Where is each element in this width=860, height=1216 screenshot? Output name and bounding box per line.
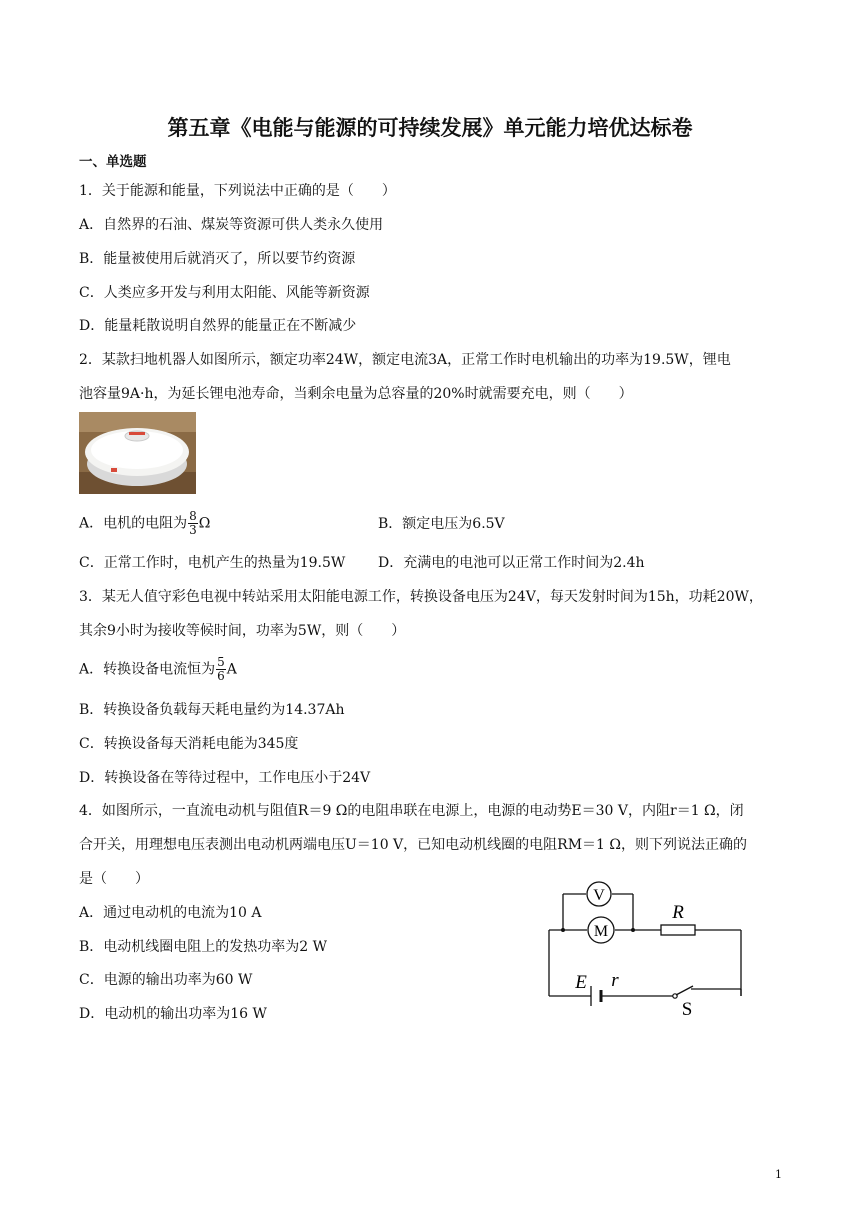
q3-option-a-prefix: A．转换设备电流恒为 bbox=[79, 661, 216, 678]
circuit-diagram bbox=[545, 878, 745, 1018]
emf-label: E bbox=[575, 972, 587, 993]
q2-option-a-fraction bbox=[188, 510, 198, 537]
resistor-label: R bbox=[672, 902, 684, 923]
q2-option-a-denominator: 3 bbox=[189, 523, 197, 537]
robot-vacuum-photo bbox=[79, 412, 196, 494]
q3-option-a-numerator: 5 bbox=[217, 655, 225, 669]
junction-dot-right bbox=[631, 928, 635, 932]
q2-stem-line1: 2．某款扫地机器人如图所示，额定功率24W，额定电流3A，正常工作时电机输出的功率为19.5W，锂电 bbox=[79, 352, 731, 368]
q2-stem-line2: 池容量9A·h，为延长锂电池寿命，当剩余电量为总容量的20%时就需要充电，则（ ） bbox=[79, 386, 633, 402]
page-title: 第五章《电能与能源的可持续发展》单元能力培优达标卷 bbox=[167, 116, 693, 140]
switch-label: S bbox=[681, 999, 693, 1018]
q1-stem: 1．关于能源和能量，下列说法中正确的是（ ） bbox=[79, 183, 396, 199]
q3-stem-line1: 3．某无人值守彩色电视中转站采用太阳能电源工作，转换设备电压为24V，每天发射时间为15h，功耗20W， bbox=[79, 589, 763, 605]
q1-option-d: D．能量耗散说明自然界的能量正在不断减少 bbox=[79, 318, 357, 334]
q1-option-a: A．自然界的石油、煤炭等资源可供人类永久使用 bbox=[79, 217, 384, 233]
q4-option-d: D．电动机的输出功率为16 W bbox=[79, 1006, 267, 1022]
q3-option-a-denominator: 6 bbox=[217, 669, 225, 683]
section-heading: 一、单选题 bbox=[79, 154, 147, 170]
resistor-symbol bbox=[661, 925, 695, 935]
q2-option-c: C．正常工作时，电机产生的热量为19.5W bbox=[79, 555, 346, 571]
page-number: 1 bbox=[775, 1168, 782, 1181]
q3-option-a-fraction bbox=[216, 656, 226, 683]
switch-lever bbox=[676, 986, 693, 995]
q2-option-a-prefix: A．电机的电阻为 bbox=[79, 515, 188, 532]
q2-option-d: D．充满电的电池可以正常工作时间为2.4h bbox=[378, 555, 645, 571]
junction-dot-left bbox=[561, 928, 565, 932]
q3-stem-line2: 其余9小时为接收等候时间，功率为5W，则（ ） bbox=[79, 623, 406, 639]
q1-option-b: B．能量被使用后就消灭了，所以要节约资源 bbox=[79, 251, 356, 267]
q3-option-a-unit: A bbox=[226, 661, 237, 678]
q4-stem-line3: 是（ ） bbox=[79, 871, 149, 887]
q4-option-c: C．电源的输出功率为60 W bbox=[79, 972, 253, 988]
motor-label: M bbox=[593, 923, 609, 940]
q3-option-d: D．转换设备在等待过程中，工作电压小于24V bbox=[79, 770, 371, 786]
q4-stem-line1: 4．如图所示，一直流电动机与阻值R＝9 Ω的电阻串联在电源上，电源的电动势E＝30 V，内阻r＝1 Ω，闭 bbox=[79, 803, 744, 819]
voltmeter-label: V bbox=[593, 887, 605, 904]
q3-option-c: C．转换设备每天消耗电能为345度 bbox=[79, 736, 299, 752]
q2-option-b: B．额定电压为6.5V bbox=[378, 516, 505, 532]
q3-option-b: B．转换设备负载每天耗电量约为14.37Ah bbox=[79, 702, 345, 718]
q1-option-c: C．人类应多开发与利用太阳能、风能等新资源 bbox=[79, 285, 370, 301]
q2-option-a bbox=[79, 510, 210, 537]
q2-option-a-numerator: 8 bbox=[189, 509, 197, 523]
internal-resistance-label: r bbox=[611, 970, 619, 991]
q4-option-a: A．通过电动机的电流为10 A bbox=[79, 905, 262, 921]
q2-option-a-unit: Ω bbox=[198, 515, 211, 532]
q3-option-a bbox=[79, 656, 237, 683]
q4-option-b: B．电动机线圈电阻上的发热功率为2 W bbox=[79, 939, 328, 955]
q4-stem-line2: 合开关，用理想电压表测出电动机两端电压U＝10 V，已知电动机线圈的电阻RM＝1 Ω，则下列说法正确的 bbox=[79, 837, 748, 853]
